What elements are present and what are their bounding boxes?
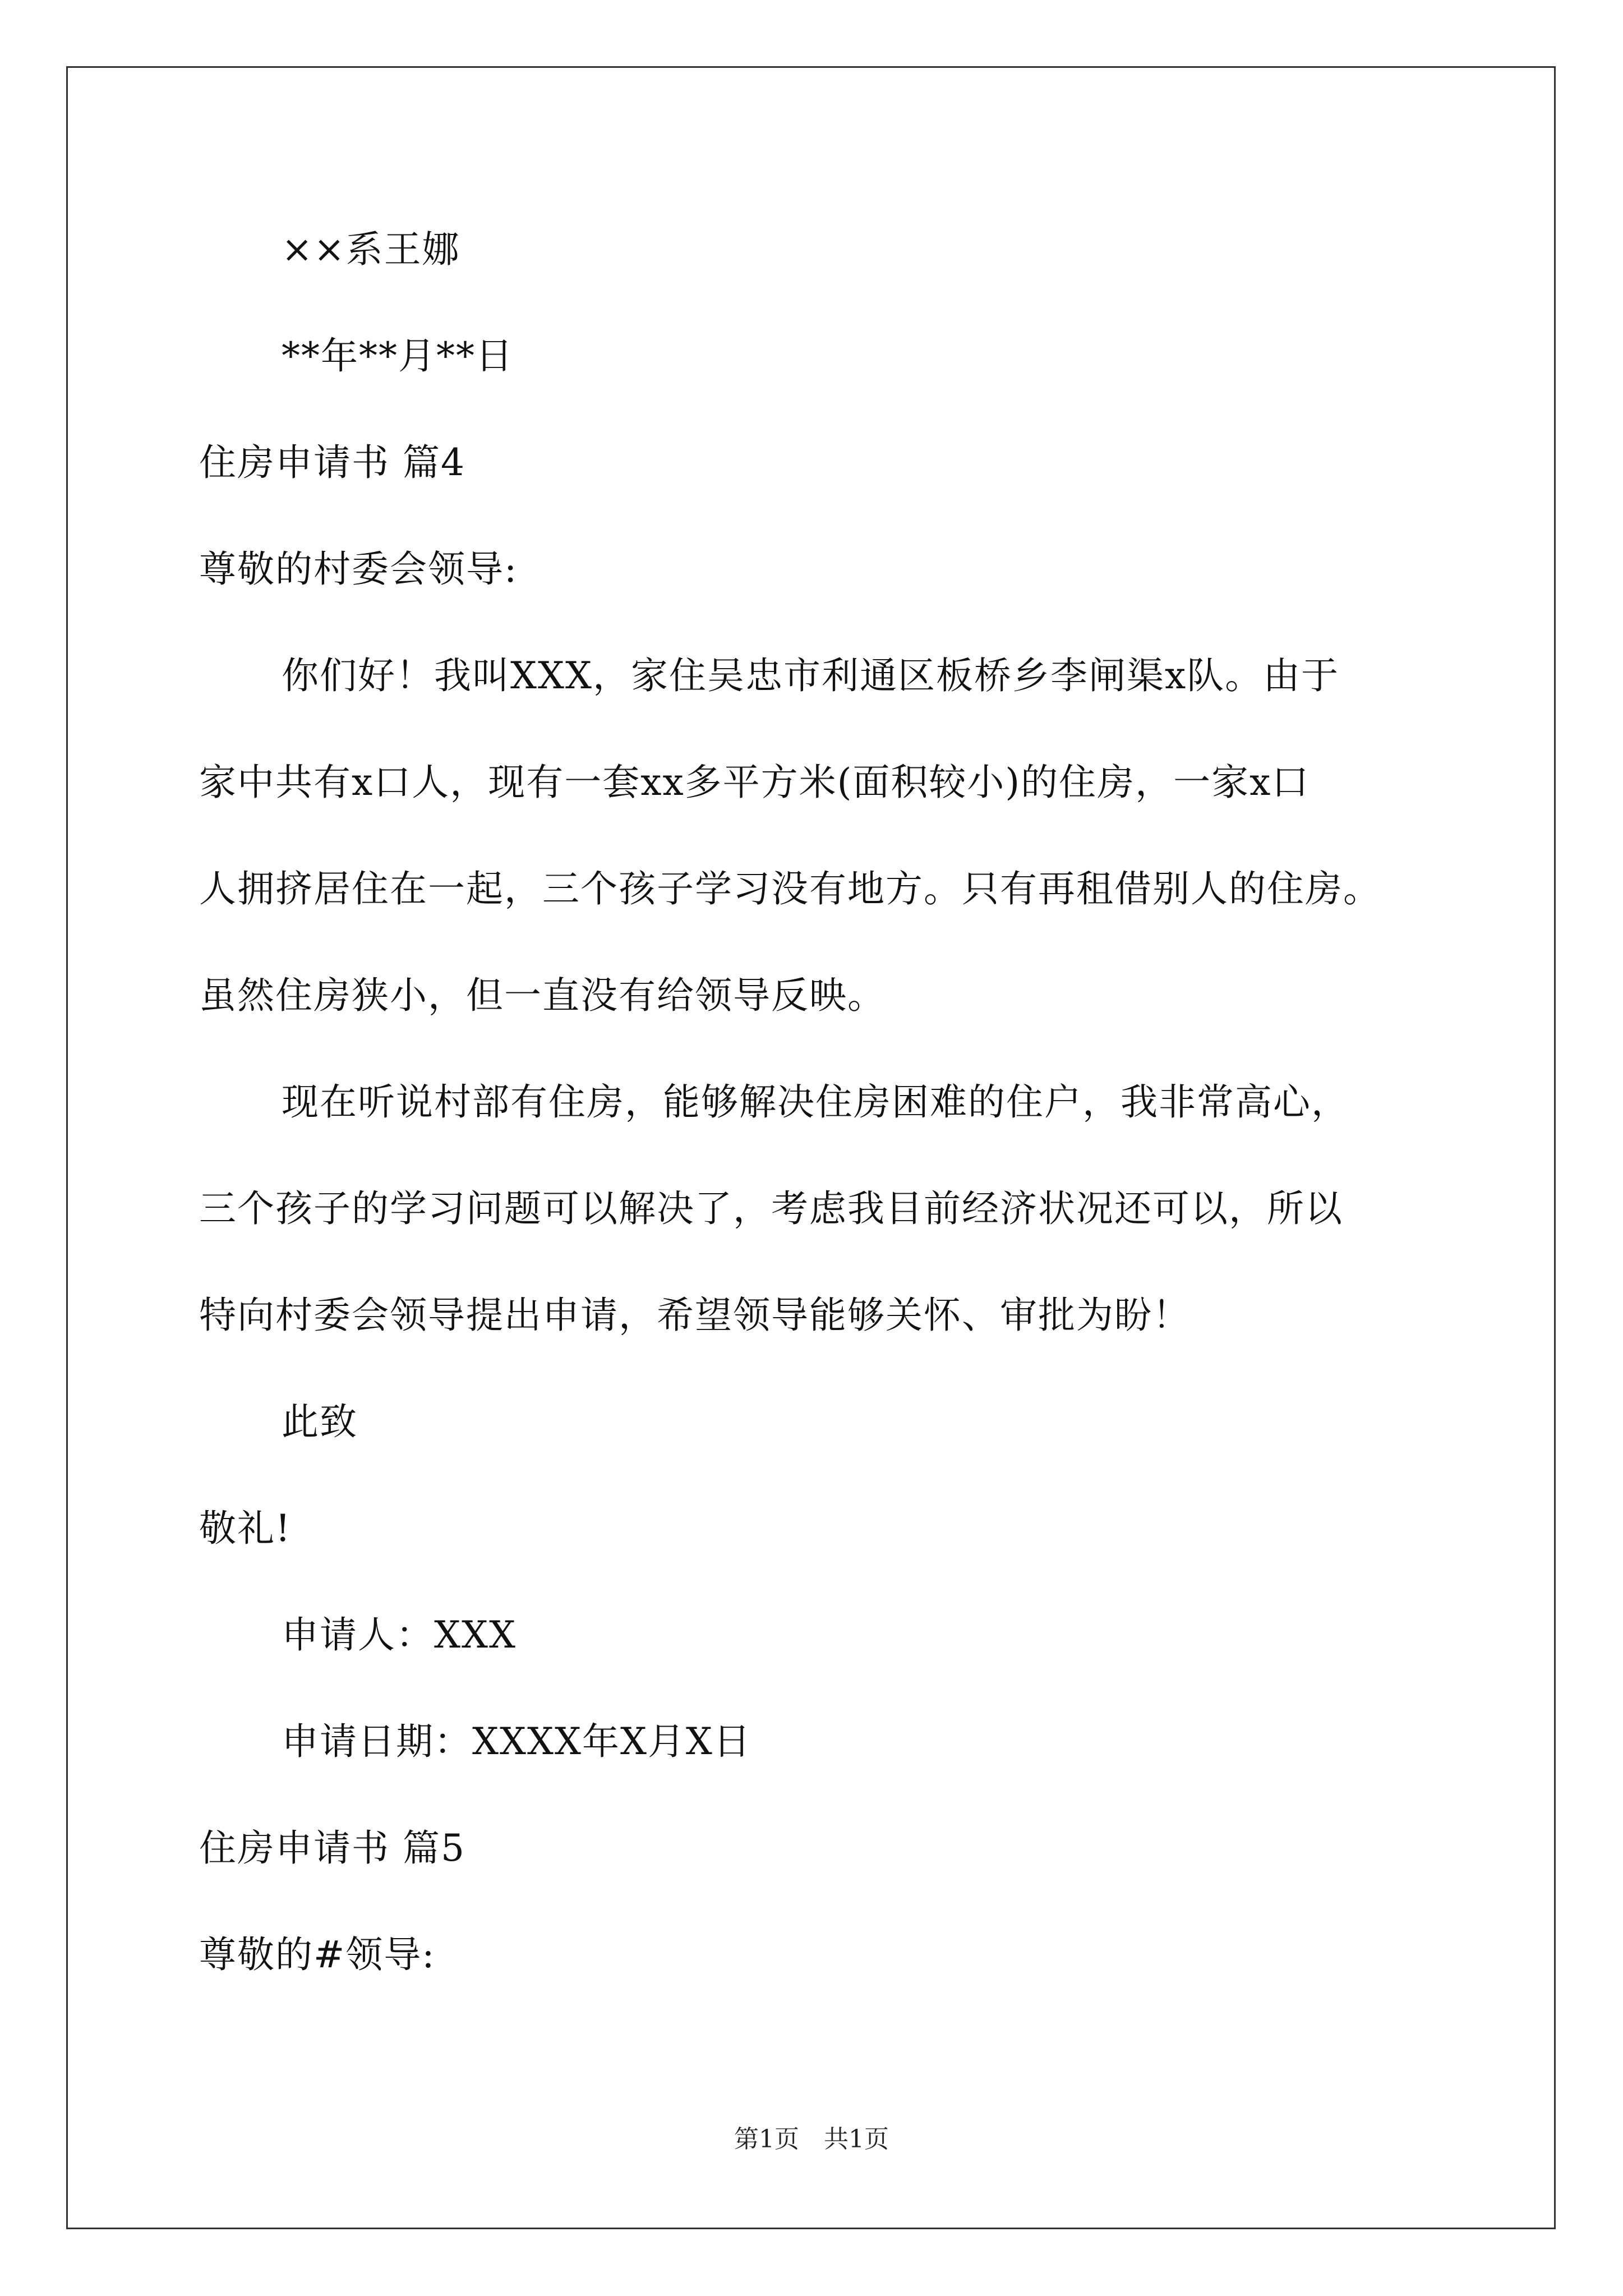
body-paragraph-1-line-2: 家中共有x口人，现有一套xx多平方米(面积较小)的住房，一家x口 (199, 761, 1310, 804)
applicant-name: 申请人：XXX (282, 1613, 517, 1657)
sender-name: ××系王娜 (282, 228, 460, 271)
sender-date: **年**月**日 (282, 334, 514, 378)
section-heading-4: 住房申请书 篇4 (199, 441, 465, 484)
page-footer: 第1页 共1页 (734, 2125, 889, 2154)
section-heading-5: 住房申请书 篇5 (199, 1826, 465, 1870)
body-paragraph-2-line-2: 三个孩子的学习问题可以解决了，考虑我目前经济状况还可以，所以 (199, 1187, 1343, 1230)
body-paragraph-1-line-1: 你们好！我叫XXX，家住吴忠市利通区板桥乡李闸渠x队。由于 (282, 654, 1340, 697)
closing-cizhi: 此致 (282, 1400, 358, 1443)
body-paragraph-1-line-4: 虽然住房狭小，但一直没有给领导反映。 (199, 974, 886, 1017)
page-border (66, 66, 1556, 2229)
salutation-4: 尊敬的村委会领导: (199, 547, 518, 591)
application-date: 申请日期：XXXX年X月X日 (282, 1720, 751, 1763)
body-paragraph-2-line-1: 现在听说村部有住房，能够解决住房困难的住户，我非常高心， (282, 1080, 1349, 1124)
body-paragraph-1-line-3: 人拥挤居住在一起，三个孩子学习没有地方。只有再租借别人的住房。 (199, 867, 1381, 910)
closing-jingli: 敬礼! (199, 1507, 292, 1550)
body-paragraph-2-line-3: 特向村委会领导提出申请，希望领导能够关怀、审批为盼！ (199, 1294, 1191, 1337)
salutation-5: 尊敬的#领导: (199, 1933, 436, 1976)
